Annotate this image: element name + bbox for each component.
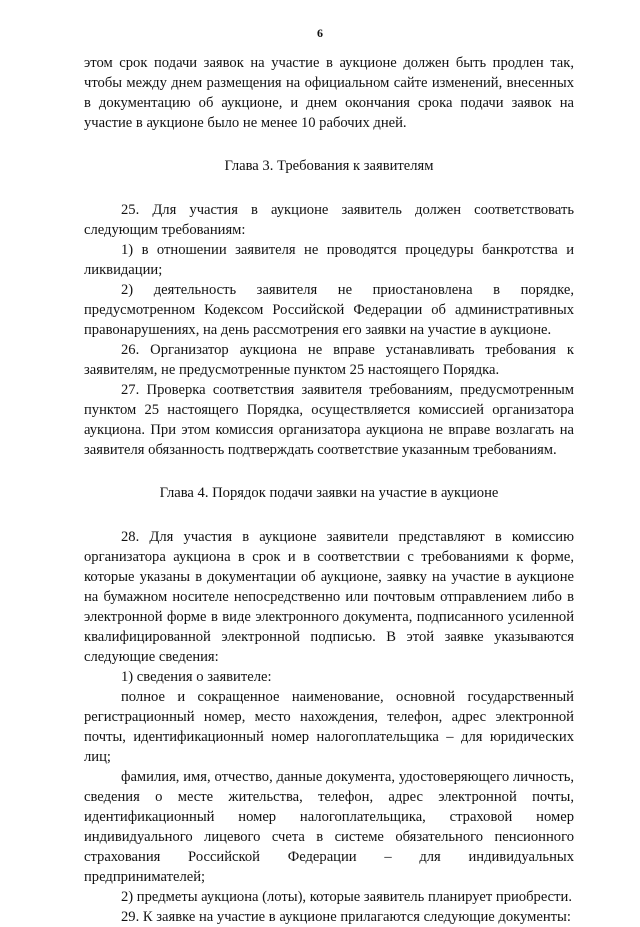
paragraph-25: 25. Для участия в аукционе заявитель должен соответствовать следующим требованиям:: [84, 202, 574, 238]
spacer: [84, 460, 574, 483]
spacer: [84, 133, 574, 156]
paragraph-25-item-1: 1) в отношении заявителя не проводятся процедуры банкротства и ликвидации;: [84, 242, 574, 278]
chapter-3-title: Глава 3. Требования к заявителям: [224, 158, 434, 174]
paragraph-28-entrepreneurs: фамилия, имя, отчество, данные документа, удостоверяющего личность, сведения о месте жительства, телефон, адрес электронной почты, идентификационный номер налогоплательщика, страховой номер индивидуального лицевого счета в системе обязательного пенсионного страхования Российской Федерации – для индивидуальных предпринимателей;: [84, 769, 574, 885]
paragraph-28: 28. Для участия в аукционе заявители представляют в комиссию организатора аукциона в срок и в соответствии с требованиями к форме, которые указаны в документации об аукционе, заявку на участие в аукционе на бумажном носителе непосредственно или почтовым отправлением либо в электронной форме в виде электронного документа, подписанного усиленной квалифицированной электронной подписью. В этой заявке указываются следующие сведения:: [84, 529, 574, 665]
spacer: [84, 176, 574, 200]
chapter-4-title: Глава 4. Порядок подачи заявки на участие в аукционе: [159, 485, 499, 501]
paragraph-28-legal-entities: полное и сокращенное наименование, основной государственный регистрационный номер, место нахождения, телефон, адрес электронной почты, идентификационный номер налогоплательщика – для юридических лиц;: [84, 689, 574, 765]
paragraph-28-item-1: 1) сведения о заявителе:: [121, 669, 272, 685]
page-number: 6: [317, 26, 323, 40]
paragraph-29: 29. К заявке на участие в аукционе прилагаются следующие документы:: [121, 909, 571, 925]
paragraph-27: 27. Проверка соответствия заявителя требованиям, предусмотренным пунктом 25 настоящего Порядка, осуществляется комиссией организатора аукциона. При этом комиссия организатора аукциона не вправе возлагать на заявителя обязанность подтверждать соответствие указанным требованиям.: [84, 382, 574, 458]
intro-paragraph: этом срок подачи заявок на участие в аукционе должен быть продлен так, чтобы между днем размещения на официальном сайте изменений, внесенных в документацию об аукционе, и днем окончания срока подачи заявок на участие в аукционе было не менее 10 рабочих дней.: [84, 55, 574, 131]
paragraph-26: 26. Организатор аукциона не вправе устанавливать требования к заявителям, не предусмотренные пунктом 25 настоящего Порядка.: [84, 342, 574, 378]
paragraph-25-item-2: 2) деятельность заявителя не приостановлена в порядке, предусмотренном Кодексом Российской Федерации об административных правонарушениях, на день рассмотрения его заявки на участие в аукционе.: [84, 282, 574, 338]
spacer: [84, 503, 574, 527]
document-body: [84, 53, 574, 927]
paragraph-28-item-2: 2) предметы аукциона (лоты), которые заявитель планирует приобрести.: [121, 889, 572, 905]
